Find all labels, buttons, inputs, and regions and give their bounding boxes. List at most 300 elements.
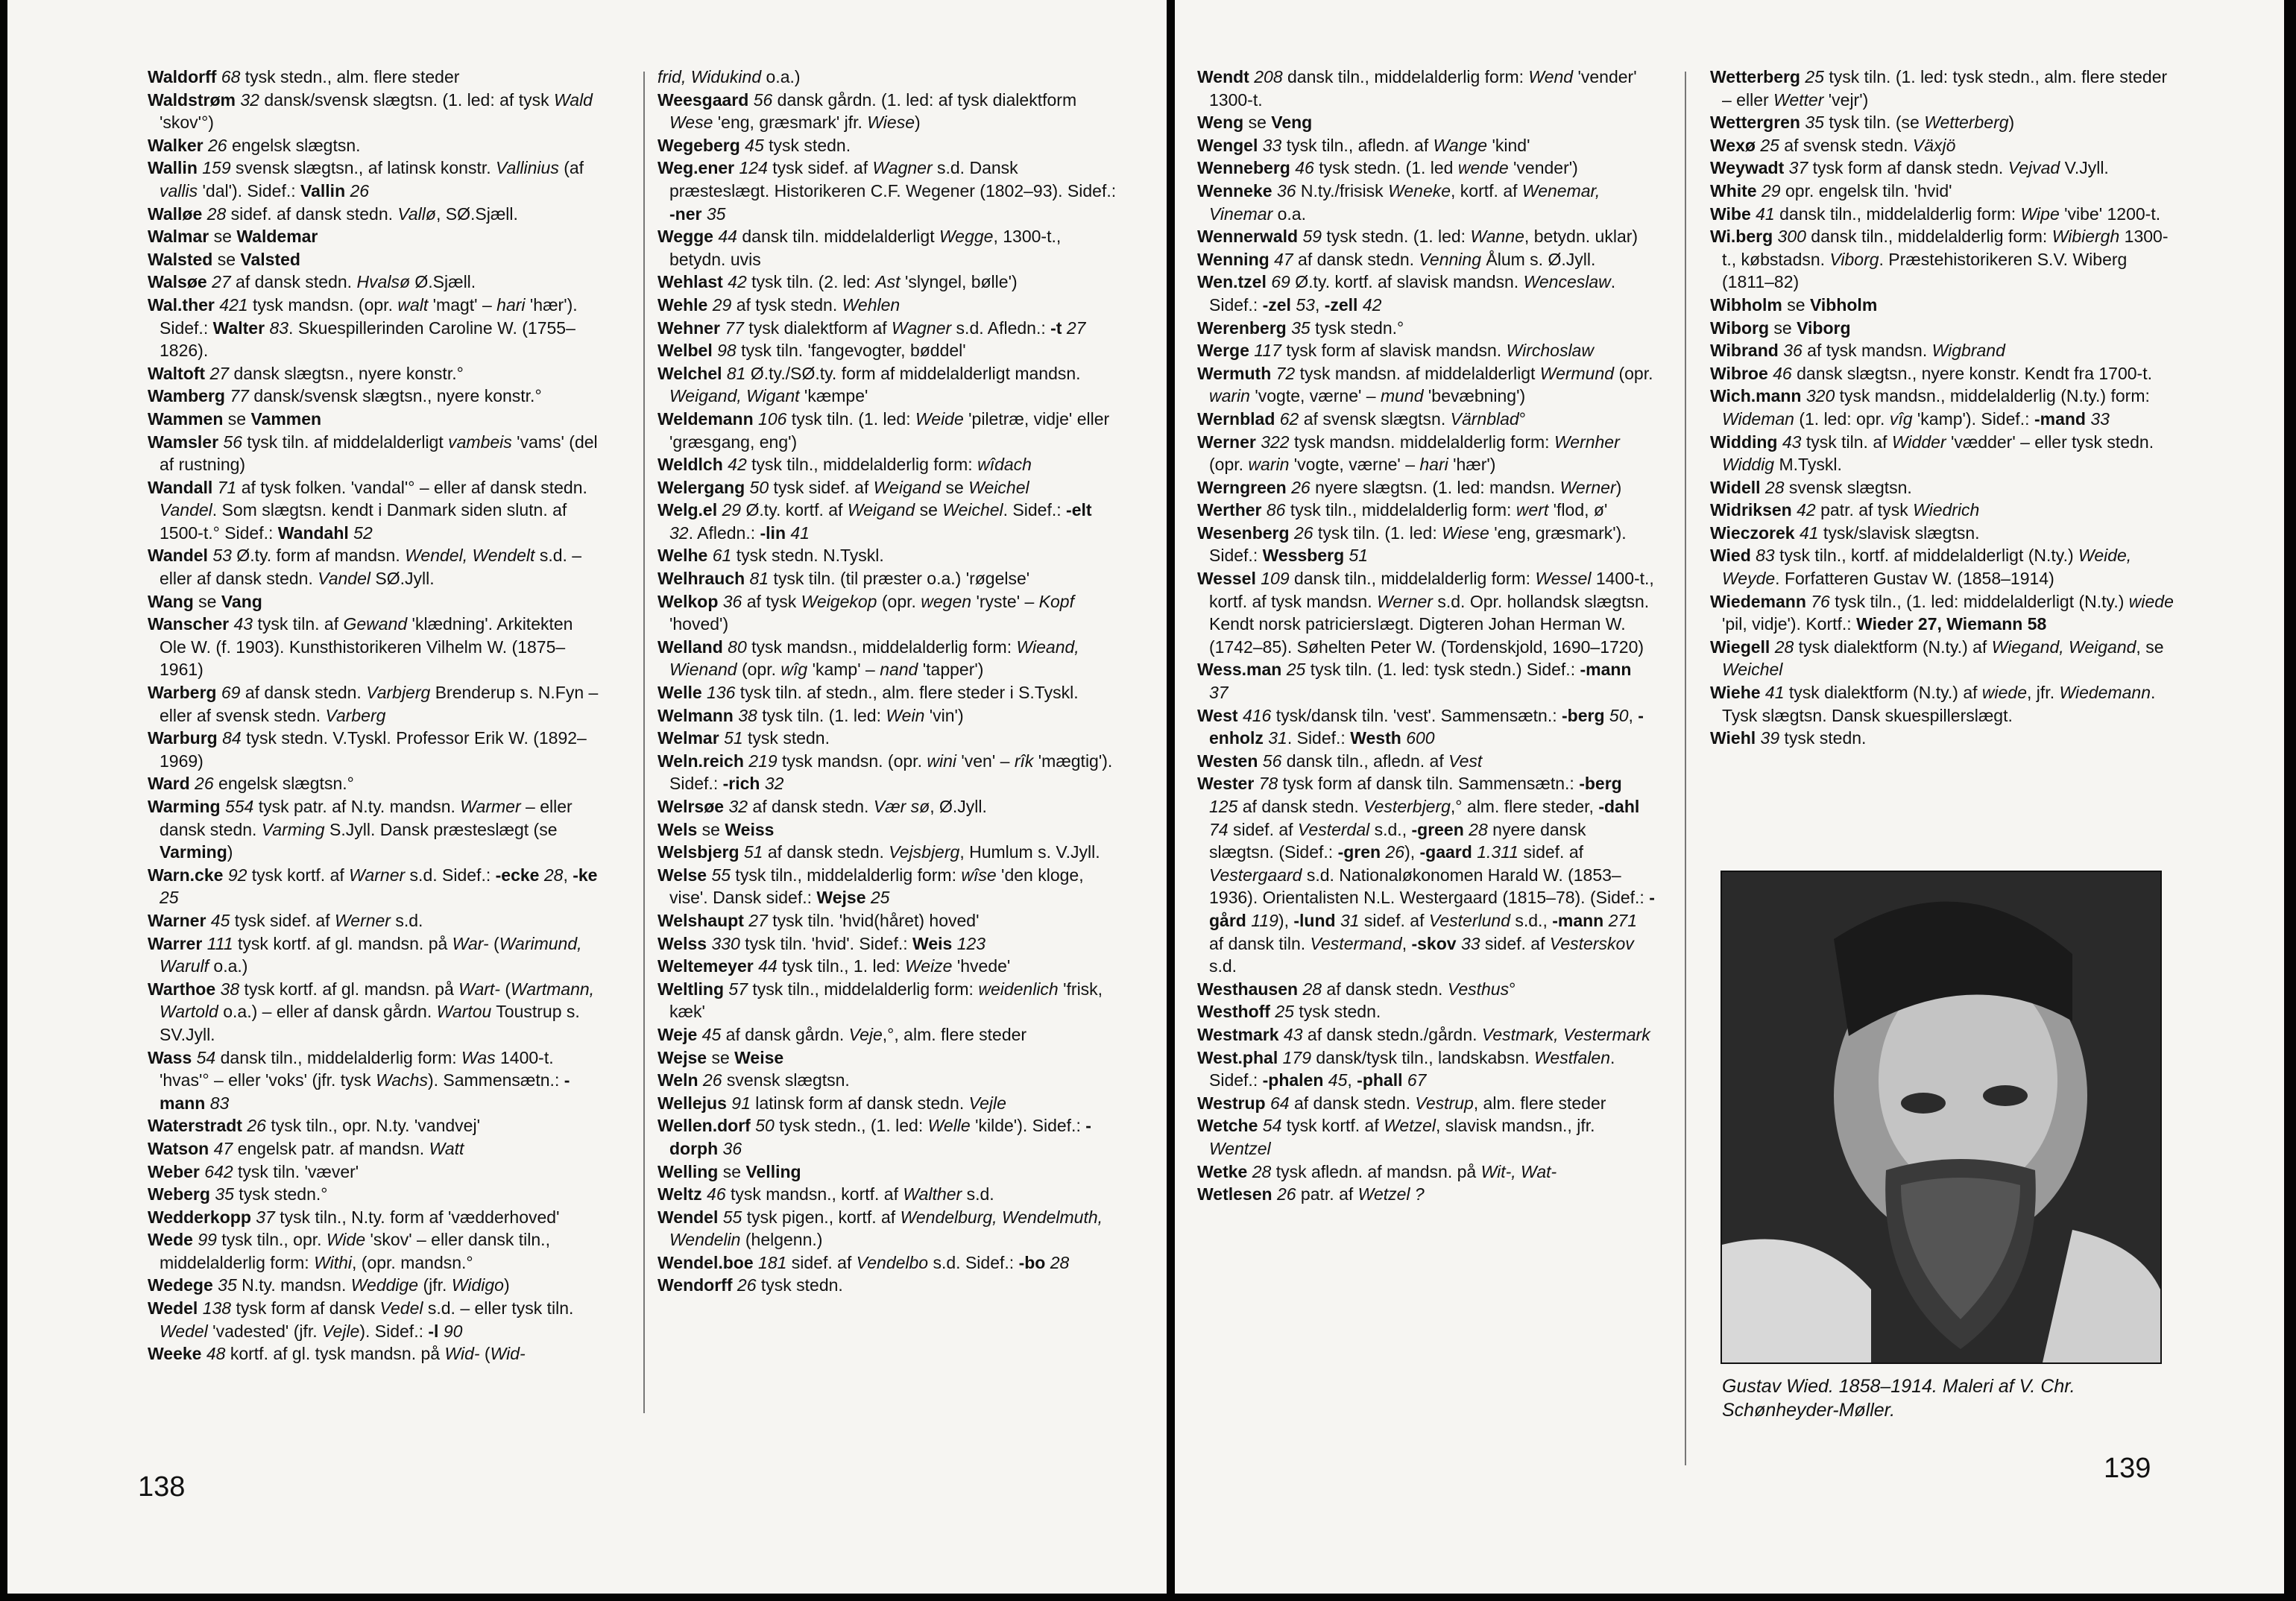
- entry-text: 138 tysk form af dansk Vedel s.d. – eller tysk tiln. Wedel 'vadested' (jfr. Vejle). Sidef.: -l 90: [160, 1298, 574, 1341]
- dictionary-entry: [1710, 66, 2174, 111]
- dictionary-entry: [148, 385, 602, 408]
- dictionary-entry: [657, 1114, 1118, 1160]
- entry-text: 29 opr. engelsk tiln. 'hvid': [1762, 180, 1952, 200]
- dictionary-entry: [148, 66, 602, 89]
- dictionary-entry: [657, 225, 1118, 271]
- dictionary-entry: [148, 157, 602, 202]
- entry-text: 28 tysk afledn. af mandsn. på Wit-, Wat-: [1252, 1161, 1557, 1181]
- entry-text: 124 tysk sidef. af Wagner s.d. Dansk præsteslægt. Historikeren C.F. Wegener (1802–93). Sidef.: -ner 35: [669, 158, 1117, 224]
- entry-text: 416 tysk/dansk tiln. 'vest'. Sammensætn.: -berg 50, -enholz 31. Sidef.: Westh 600: [1209, 705, 1644, 748]
- entry-text: 41 tysk/slavisk slægtsn.: [1799, 522, 1980, 543]
- dictionary-entry: [148, 1114, 602, 1137]
- portrait-photo: [1721, 871, 2162, 1364]
- entry-headword: Wendt: [1197, 67, 1249, 86]
- entry-headword: Wernblad: [1197, 408, 1275, 429]
- dictionary-entry: [657, 567, 1118, 590]
- entry-headword: Wengel: [1197, 135, 1258, 155]
- entry-headword: Weng: [1197, 113, 1244, 133]
- right-page: [1175, 0, 2284, 1594]
- entry-text: 46 tysk stedn. (1. led wende 'vender'): [1295, 158, 1578, 178]
- entry-headword: Welchel: [657, 363, 722, 383]
- entry-headword: Wiegell: [1710, 637, 1770, 657]
- entry-text: 36 af tysk Weigekop (opr. wegen 'ryste' – Kopf 'hoved'): [669, 591, 1074, 634]
- entry-headword: Wedege: [148, 1275, 213, 1295]
- dictionary-entry: [148, 203, 602, 226]
- dictionary-entry: [657, 1161, 1118, 1184]
- entry-headword: Weln.reich: [657, 751, 744, 771]
- entry-headword: Walmar: [148, 227, 209, 247]
- entry-text: 26 engelsk slægtsn.°: [195, 774, 354, 794]
- entry-text: 554 tysk patr. af N.ty. mandsn. Warmer – eller dansk stedn. Varming S.Jyll. Dansk præsteslægt (se Varming): [160, 797, 573, 862]
- dictionary-entry: [148, 362, 602, 385]
- entry-text: 25 tysk tiln. (1. led: tysk stedn., alm. flere steder – eller Wetter 'vejr'): [1722, 67, 2168, 110]
- dictionary-entry: [148, 978, 602, 1046]
- entry-text: 27 af dansk stedn. Hvalsø Ø.Sjæll.: [212, 272, 476, 292]
- dictionary-entry: [1197, 180, 1655, 225]
- entry-headword: Wen.tzel: [1197, 272, 1267, 292]
- entry-text: 46 tysk mandsn., kortf. af Walther s.d.: [707, 1184, 994, 1204]
- entry-text: 181 sidef. af Vendelbo s.d. Sidef.: -bo 28: [758, 1252, 1070, 1272]
- dictionary-entry: [148, 727, 602, 772]
- entry-headword: Wellejus: [657, 1093, 727, 1113]
- dictionary-entry: [657, 339, 1118, 362]
- dictionary-entry: [148, 590, 602, 613]
- entry-headword: Welmar: [657, 728, 719, 748]
- dictionary-entry: [148, 1206, 602, 1229]
- dictionary-entry: [1197, 362, 1655, 408]
- dictionary-entry: [1197, 317, 1655, 340]
- entry-headword: Weywadt: [1710, 158, 1785, 178]
- entry-headword: West: [1197, 705, 1238, 725]
- entry-text: 56 dansk tiln., afledn. af Vest: [1262, 751, 1483, 771]
- dictionary-entry: [1710, 544, 2174, 590]
- column-divider: [643, 72, 645, 1413]
- entry-headword: Wedderkopp: [148, 1207, 251, 1227]
- entry-headword: Welmann: [657, 705, 734, 725]
- entry-text: se Velling: [722, 1161, 801, 1181]
- dictionary-entry: [148, 408, 602, 431]
- entry-text: 32 dansk/svensk slægtsn. (1. led: af tysk Wald 'skov'°): [160, 89, 593, 133]
- dictionary-entry: [1710, 294, 2174, 317]
- dictionary-entry: [1710, 111, 2174, 134]
- entry-text: se Viborg: [1773, 318, 1851, 338]
- entry-text: 26 tysk tiln., opr. N.ty. 'vandvej': [247, 1116, 480, 1136]
- right-page-column-1: [1197, 66, 1655, 1206]
- entry-headword: Widriksen: [1710, 500, 1792, 520]
- dictionary-entry: [1197, 157, 1655, 180]
- dictionary-entry: [1710, 180, 2174, 203]
- entry-text: 35 tysk tiln. (se Wetterberg): [1805, 113, 2015, 133]
- entry-headword: Widell: [1710, 477, 1761, 497]
- entry-text: 68 tysk stedn., alm. flere steder: [221, 67, 460, 86]
- entry-text: 136 tysk tiln. af stedn., alm. flere steder i S.Tyskl.: [707, 683, 1079, 703]
- dictionary-entry: [1197, 1046, 1655, 1092]
- entry-headword: Welse: [657, 865, 707, 885]
- entry-headword: Wejse: [657, 1047, 707, 1067]
- entry-headword: Warming: [148, 797, 221, 816]
- entry-text: 421 tysk mandsn. (opr. walt 'magt' – hari 'hær'). Sidef.: Walter 83. Skuespillerinden Caroline W. (1755–1826).: [160, 294, 578, 361]
- entry-headword: Wenneberg: [1197, 158, 1290, 178]
- dictionary-entry: [148, 476, 602, 545]
- entry-text: 35 tysk stedn.°: [215, 1184, 328, 1204]
- entry-headword: Wetlesen: [1197, 1184, 1272, 1204]
- entry-headword: Wibholm: [1710, 294, 1782, 315]
- entry-headword: Westhausen: [1197, 979, 1299, 999]
- dictionary-entry: [1197, 704, 1655, 750]
- dictionary-entry: [657, 818, 1118, 841]
- dictionary-entry: [1197, 567, 1655, 658]
- entry-headword: Wessel: [1197, 569, 1256, 589]
- page-number: 139: [2104, 1453, 2151, 1484]
- entry-headword: Wang: [148, 591, 194, 611]
- entry-text: 51 tysk stedn.: [724, 728, 830, 748]
- entry-headword: Werge: [1197, 341, 1249, 361]
- dictionary-entry: [1197, 1161, 1655, 1184]
- entry-headword: Weg.ener: [657, 158, 735, 178]
- dictionary-entry: [657, 544, 1118, 567]
- entry-headword: Wi.berg: [1710, 227, 1773, 247]
- dictionary-entry: [657, 1274, 1118, 1297]
- entry-text: 642 tysk tiln. 'væver': [204, 1161, 359, 1181]
- dictionary-entry: [148, 681, 602, 727]
- entry-headword: West.phal: [1197, 1047, 1278, 1067]
- entry-headword: Wermuth: [1197, 363, 1272, 383]
- entry-text: 179 dansk/tysk tiln., landskabsn. Westfalen. Sidef.: -phalen 45, -phall 67: [1209, 1047, 1615, 1090]
- entry-headword: Weltling: [657, 979, 725, 999]
- entry-headword: Welle: [657, 683, 702, 703]
- dictionary-entry: [148, 864, 602, 909]
- dictionary-entry: [657, 750, 1118, 795]
- entry-headword: Wesenberg: [1197, 522, 1290, 543]
- dictionary-entry: [657, 294, 1118, 317]
- entry-text: 320 tysk mandsn., middelalderlig (N.ty.) form: Wideman (1. led: opr. vîg 'kamp'). Sidef.: -mand 33: [1722, 386, 2150, 429]
- entry-headword: White: [1710, 180, 1757, 200]
- dictionary-entry: [148, 1183, 602, 1206]
- dictionary-entry: [148, 1228, 602, 1274]
- entry-headword: Wass: [148, 1047, 192, 1067]
- dictionary-entry: [657, 727, 1118, 750]
- entry-text: 42 tysk tiln., middelalderlig form: wîdach: [728, 455, 1032, 475]
- entry-text: 39 tysk stedn.: [1760, 728, 1867, 748]
- entry-text: 81 Ø.ty./SØ.ty. form af middelalderligt mandsn. Weigand, Wigant 'kæmpe': [669, 363, 1081, 406]
- entry-text: 43 tysk tiln. af Widder 'vædder' – eller tysk stedn. Widdig M.Tyskl.: [1722, 432, 2154, 475]
- entry-text: 53 Ø.ty. form af mandsn. Wendel, Wendelt s.d. – eller af dansk stedn. Vandel SØ.Jyll.: [160, 546, 582, 589]
- dictionary-entry: [148, 431, 602, 476]
- entry-text: 27 dansk slægtsn., nyere konstr.°: [209, 363, 464, 383]
- entry-text: 47 af dansk stedn. Venning Ålum s. Ø.Jyll.: [1274, 249, 1596, 269]
- entry-headword: Welling: [657, 1161, 719, 1181]
- entry-text: 29 Ø.ty. kortf. af Weigand se Weichel. Sidef.: -elt 32. Afledn.: -lin 41: [669, 500, 1092, 543]
- entry-headword: Waltoft: [148, 363, 206, 383]
- dictionary-entry: [148, 248, 602, 271]
- dictionary-entry: [657, 453, 1118, 476]
- entry-headword: Wibe: [1710, 203, 1751, 224]
- dictionary-entry: [1710, 317, 2174, 340]
- dictionary-entry: [148, 1342, 602, 1365]
- entry-headword: Walker: [148, 135, 204, 155]
- dictionary-entry: [1197, 1000, 1655, 1023]
- dictionary-entry: [1197, 1092, 1655, 1115]
- dictionary-entry: [1710, 590, 2174, 636]
- dictionary-entry: [657, 1183, 1118, 1206]
- entry-text: 26 svensk slægtsn.: [702, 1070, 850, 1090]
- entry-headword: Welhrauch: [657, 569, 745, 589]
- entry-text: 42 tysk tiln. (2. led: Ast 'slyngel, bølle'): [728, 272, 1018, 292]
- dictionary-entry: [657, 932, 1118, 956]
- entry-text: 28 sidef. af dansk stedn. Vallø, SØ.Sjæll.: [206, 203, 518, 224]
- dictionary-entry: [657, 1251, 1118, 1275]
- dictionary-entry: [1197, 111, 1655, 134]
- entry-text: 57 tysk tiln., middelalderlig form: weidenlich 'frisk, kæk': [669, 979, 1103, 1022]
- dictionary-entry: [657, 795, 1118, 818]
- entry-headword: Wammen: [148, 408, 224, 429]
- entry-text: 77 dansk/svensk slægtsn., nyere konstr.°: [230, 386, 542, 406]
- entry-headword: Wieczorek: [1710, 522, 1795, 543]
- dictionary-entry: [657, 408, 1118, 453]
- entry-headword: Warburg: [148, 728, 218, 748]
- entry-text: 43 tysk tiln. af Gewand 'klædning'. Arkitekten Ole W. (f. 1903). Kunsthistorikeren Vilhelm W. (1875–1961): [160, 614, 573, 680]
- entry-headword: Westhoff: [1197, 1002, 1270, 1022]
- entry-headword: Warner: [148, 910, 206, 930]
- left-page-column-2: [657, 66, 1118, 1297]
- dictionary-entry: [148, 772, 602, 795]
- entry-text: 330 tysk tiln. 'hvid'. Sidef.: Weis 123: [711, 933, 986, 953]
- entry-text: 64 af dansk stedn. Vestrup, alm. flere steder: [1270, 1093, 1606, 1113]
- entry-text: 26 engelsk slægtsn.: [207, 135, 361, 155]
- entry-headword: Wendorff: [657, 1275, 733, 1295]
- entry-headword: Wied: [1710, 546, 1751, 566]
- dictionary-entry: [1710, 681, 2174, 727]
- entry-text: 32 af dansk stedn. Vær sø, Ø.Jyll.: [728, 797, 987, 816]
- dictionary-entry: [1197, 1023, 1655, 1046]
- entry-headword: Wenneke: [1197, 180, 1272, 200]
- dictionary-entry: [1197, 750, 1655, 773]
- dictionary-entry: [657, 499, 1118, 544]
- entry-headword: Wiedemann: [1710, 591, 1806, 611]
- dictionary-entry: [657, 978, 1118, 1023]
- entry-headword: Wamberg: [148, 386, 225, 406]
- entry-text: 219 tysk mandsn. (opr. wini 'ven' – rîk 'mægtig'). Sidef.: -rich 32: [669, 751, 1113, 794]
- dictionary-entry: [657, 681, 1118, 704]
- entry-headword: Wennerwald: [1197, 227, 1299, 247]
- entry-headword: Weeke: [148, 1344, 202, 1364]
- entry-headword: Warthoe: [148, 979, 216, 999]
- portrait-image: [1722, 872, 2160, 1362]
- entry-text: 92 tysk kortf. af Warner s.d. Sidef.: -ecke 28, -ke 25: [160, 865, 598, 908]
- entry-headword: Wede: [148, 1230, 193, 1250]
- entry-text: 28 svensk slægtsn.: [1764, 477, 1912, 497]
- entry-text: 36 N.ty./frisisk Weneke, kortf. af Wenemar, Vinemar o.a.: [1209, 180, 1600, 224]
- entry-text: frid, Widukind o.a.): [657, 67, 801, 86]
- dictionary-entry: [1710, 134, 2174, 157]
- entry-headword: Wexø: [1710, 135, 1756, 155]
- entry-text: 84 tysk stedn. V.Tyskl. Professor Erik W. (1892–1969): [160, 728, 587, 771]
- dictionary-entry: [1710, 385, 2174, 430]
- entry-headword: Weberg: [148, 1184, 210, 1204]
- dictionary-entry: [657, 362, 1118, 408]
- entry-text: 25 tysk tiln. (1. led: tysk stedn.) Sidef.: -mann 37: [1209, 660, 1632, 703]
- entry-text: 99 tysk tiln., opr. Wide 'skov' – eller dansk tiln., middelalderlig form: Withi, (opr. mandsn.°: [160, 1230, 550, 1272]
- entry-text: 59 tysk stedn. (1. led: Wanne, betydn. uklar): [1302, 227, 1639, 247]
- entry-headword: Warberg: [148, 683, 217, 703]
- entry-text: 48 kortf. af gl. tysk mandsn. på Wid- (Wid-: [206, 1344, 526, 1364]
- entry-headword: Wiborg: [1710, 318, 1769, 338]
- dictionary-entry: [1710, 476, 2174, 499]
- entry-text: 322 tysk mandsn. middelalderlig form: Wernher (opr. warin 'vogte, værne' – hari 'hær'): [1209, 432, 1620, 475]
- entry-headword: Weber: [148, 1161, 200, 1181]
- entry-text: se Valsted: [217, 249, 300, 269]
- photo-caption: Gustav Wied. 1858–1914. Maleri af V. Chr. Schønheyder-Møller.: [1722, 1376, 2075, 1421]
- entry-text: se Weise: [711, 1047, 784, 1067]
- entry-headword: Wal.ther: [148, 294, 215, 315]
- dictionary-entry: [657, 841, 1118, 864]
- entry-headword: Welsbjerg: [657, 842, 739, 862]
- entry-headword: Waldstrøm: [148, 89, 236, 110]
- entry-text: 76 tysk tiln., (1. led: middelalderligt (N.ty.) wiede 'pil, vidje'). Kortf.: Wieder 27, Wiemann 58: [1722, 591, 2174, 634]
- entry-headword: Wehlast: [657, 272, 723, 292]
- entry-headword: Werner: [1197, 432, 1256, 452]
- entry-text: 37 tysk tiln., N.ty. form af 'vædderhoved': [256, 1207, 560, 1227]
- entry-headword: Welshaupt: [657, 910, 744, 930]
- page-number: 138: [138, 1471, 186, 1503]
- dictionary-entry: [1197, 271, 1655, 316]
- entry-text: 29 af tysk stedn. Wehlen: [712, 294, 901, 315]
- dictionary-entry: [1197, 1114, 1655, 1160]
- entry-headword: Wiehe: [1710, 683, 1761, 703]
- entry-text: 69 Ø.ty. kortf. af slavisk mandsn. Wenceslaw. Sidef.: -zel 53, -zell 42: [1209, 272, 1616, 315]
- entry-text: 55 tysk tiln., middelalderlig form: wîse 'den kloge, vise'. Dansk sidef.: Wejse 25: [669, 865, 1084, 908]
- dictionary-entry: [657, 1046, 1118, 1070]
- dictionary-entry: [657, 704, 1118, 727]
- entry-text: 36 af tysk mandsn. Wigbrand: [1783, 341, 2005, 361]
- dictionary-entry: [1197, 522, 1655, 567]
- dictionary-entry: [1710, 362, 2174, 385]
- entry-text: 62 af svensk slægtsn. Värnblad°: [1279, 408, 1526, 429]
- entry-headword: Werther: [1197, 500, 1262, 520]
- dictionary-entry: [657, 134, 1118, 157]
- dictionary-entry: [1197, 772, 1655, 977]
- dictionary-entry: [148, 89, 602, 134]
- entry-text: 61 tysk stedn. N.Tyskl.: [712, 546, 884, 566]
- entry-text: 98 tysk tiln. 'fangevogter, bøddel': [717, 341, 966, 361]
- entry-text: 46 dansk slægtsn., nyere konstr. Kendt fra 1700-t.: [1773, 363, 2152, 383]
- entry-headword: Wellen.dorf: [657, 1116, 751, 1136]
- entry-headword: Westrup: [1197, 1093, 1266, 1113]
- entry-text: 44 dansk tiln. middelalderligt Wegge, 1300-t., betydn. uvis: [669, 227, 1062, 269]
- entry-headword: Wess.man: [1197, 660, 1282, 680]
- entry-text: 43 af dansk stedn./gårdn. Vestmark, Vestermark: [1283, 1024, 1650, 1044]
- dictionary-entry: [1710, 727, 2174, 750]
- dictionary-entry: [148, 225, 602, 248]
- dictionary-entry: [657, 1023, 1118, 1046]
- entry-text: 109 dansk tiln., middelalderlig form: Wessel 1400-t., kortf. af tysk mandsn. Werner s.d. Opr. hollandsk slægtsn. Kendt norsk patriciersIægt. Digteren Johan Herman W. (1742–85). Søhelten Peter W. (Tordenskjold, 1690–1720): [1209, 569, 1654, 657]
- entry-text: 26 tysk stedn.: [737, 1275, 843, 1295]
- entry-text: 35 tysk stedn.°: [1291, 318, 1404, 338]
- entry-headword: Weltemeyer: [657, 956, 754, 976]
- entry-headword: Weesgaard: [657, 89, 749, 110]
- entry-headword: Weln: [657, 1070, 698, 1090]
- entry-text: 117 tysk form af slavisk mandsn. Wirchoslaw: [1254, 341, 1594, 361]
- entry-text: 81 tysk tiln. (til præster o.a.) 'røgelse': [749, 569, 1030, 589]
- entry-text: 26 tysk tiln. (1. led: Wiese 'eng, græsmark'). Sidef.: Wessberg 51: [1209, 522, 1627, 566]
- entry-text: 44 tysk tiln., 1. led: Weize 'hvede': [758, 956, 1011, 976]
- entry-headword: Werenberg: [1197, 318, 1287, 338]
- dictionary-entry: [148, 795, 602, 864]
- dictionary-entry: [1197, 476, 1655, 499]
- entry-headword: Waterstradt: [148, 1116, 242, 1136]
- entry-text: 45 af dansk gårdn. Veje,°, alm. flere steder: [701, 1024, 1027, 1044]
- entry-headword: Wetche: [1197, 1116, 1258, 1136]
- dictionary-entry: [657, 66, 1118, 89]
- dictionary-entry: [1197, 134, 1655, 157]
- dictionary-entry: [1197, 1183, 1655, 1206]
- dictionary-entry: [657, 1069, 1118, 1092]
- entry-text: 50 tysk stedn., (1. led: Welle 'kilde'). Sidef.: -dorph 36: [669, 1116, 1091, 1158]
- dictionary-entry: [657, 909, 1118, 932]
- entry-text: 83 tysk tiln., kortf. af middelalderligt (N.ty.) Weide, Weyde. Forfatteren Gustav W. (1858–1914): [1722, 546, 2132, 589]
- entry-text: 77 tysk dialektform af Wagner s.d. Afledn.: -t 27: [725, 318, 1086, 338]
- entry-text: 111 tysk kortf. af gl. mandsn. på War- (Warimund, Warulf o.a.): [160, 933, 582, 976]
- dictionary-entry: [1710, 499, 2174, 522]
- left-page-column-1: [148, 66, 602, 1365]
- entry-headword: Wegge: [657, 227, 713, 247]
- dictionary-entry: [1197, 978, 1655, 1001]
- entry-text: 106 tysk tiln. (1. led: Weide 'piletræ, vidje' eller 'græsgang, eng'): [669, 408, 1110, 452]
- entry-text: 54 dansk tiln., middelalderlig form: Was 1400-t. 'hvas'° – eller 'voks' (jfr. tysk Wachs). Sammensætn.: -mann 83: [160, 1047, 570, 1113]
- entry-headword: Welss: [657, 933, 707, 953]
- entry-text: 33 tysk tiln., afledn. af Wange 'kind': [1262, 135, 1530, 155]
- entry-text: se Veng: [1248, 113, 1313, 133]
- dictionary-entry: [148, 932, 602, 978]
- entry-headword: Welergang: [657, 477, 745, 497]
- entry-text: 25 tysk stedn.: [1275, 1002, 1381, 1022]
- entry-text: 56 tysk tiln. af middelalderligt vambeis 'vams' (del af rustning): [160, 432, 598, 475]
- entry-headword: Welg.el: [657, 500, 718, 520]
- dictionary-entry: [1710, 522, 2174, 545]
- entry-text: 51 af dansk stedn. Vejsbjerg, Humlum s. V.Jyll.: [743, 842, 1100, 862]
- dictionary-entry: [148, 909, 602, 932]
- dictionary-entry: [1197, 225, 1655, 248]
- dictionary-entry: [1197, 499, 1655, 522]
- dictionary-entry: [1197, 408, 1655, 431]
- dictionary-entry: [1710, 431, 2174, 476]
- dictionary-entry: [1197, 431, 1655, 476]
- entry-headword: Welkop: [657, 591, 719, 611]
- entry-headword: Wandall: [148, 477, 213, 497]
- entry-text: 26 nyere slægtsn. (1. led: mandsn. Werner): [1291, 477, 1622, 497]
- entry-headword: Wels: [657, 819, 698, 839]
- entry-text: 26 patr. af Wetzel ?: [1276, 1184, 1425, 1204]
- entry-text: 45 tysk stedn.: [745, 135, 851, 155]
- dictionary-entry: [1197, 66, 1655, 111]
- dictionary-entry: [657, 157, 1118, 225]
- entry-text: 72 tysk mandsn. af middelalderligt Wermund (opr. warin 'vogte, værne' – mund 'bevæbning'): [1209, 363, 1653, 406]
- dictionary-entry: [1710, 339, 2174, 362]
- entry-headword: Walsted: [148, 249, 213, 269]
- dictionary-entry: [148, 1274, 602, 1297]
- entry-headword: Welland: [657, 637, 723, 657]
- entry-text: 300 dansk tiln., middelalderlig form: Wibiergh 1300-t., købstadsn. Viborg. Præstehistorikeren S.V. Wiberg (1811–82): [1722, 227, 2169, 292]
- entry-text: 56 dansk gårdn. (1. led: af tysk dialektform Wese 'eng, græsmark' jfr. Wiese): [669, 89, 1077, 133]
- entry-text: 80 tysk mandsn., middelalderlig form: Wieand, Wienand (opr. wîg 'kamp' – nand 'tapper'): [669, 637, 1079, 680]
- entry-headword: Ward: [148, 774, 190, 794]
- entry-headword: Wehner: [657, 318, 720, 338]
- entry-headword: Westmark: [1197, 1024, 1279, 1044]
- dictionary-entry: [657, 636, 1118, 681]
- entry-text: 69 af dansk stedn. Varbjerg Brenderup s. N.Fyn – eller af svensk stedn. Varberg: [160, 683, 599, 725]
- dictionary-entry: [657, 955, 1118, 978]
- dictionary-entry: [148, 1046, 602, 1115]
